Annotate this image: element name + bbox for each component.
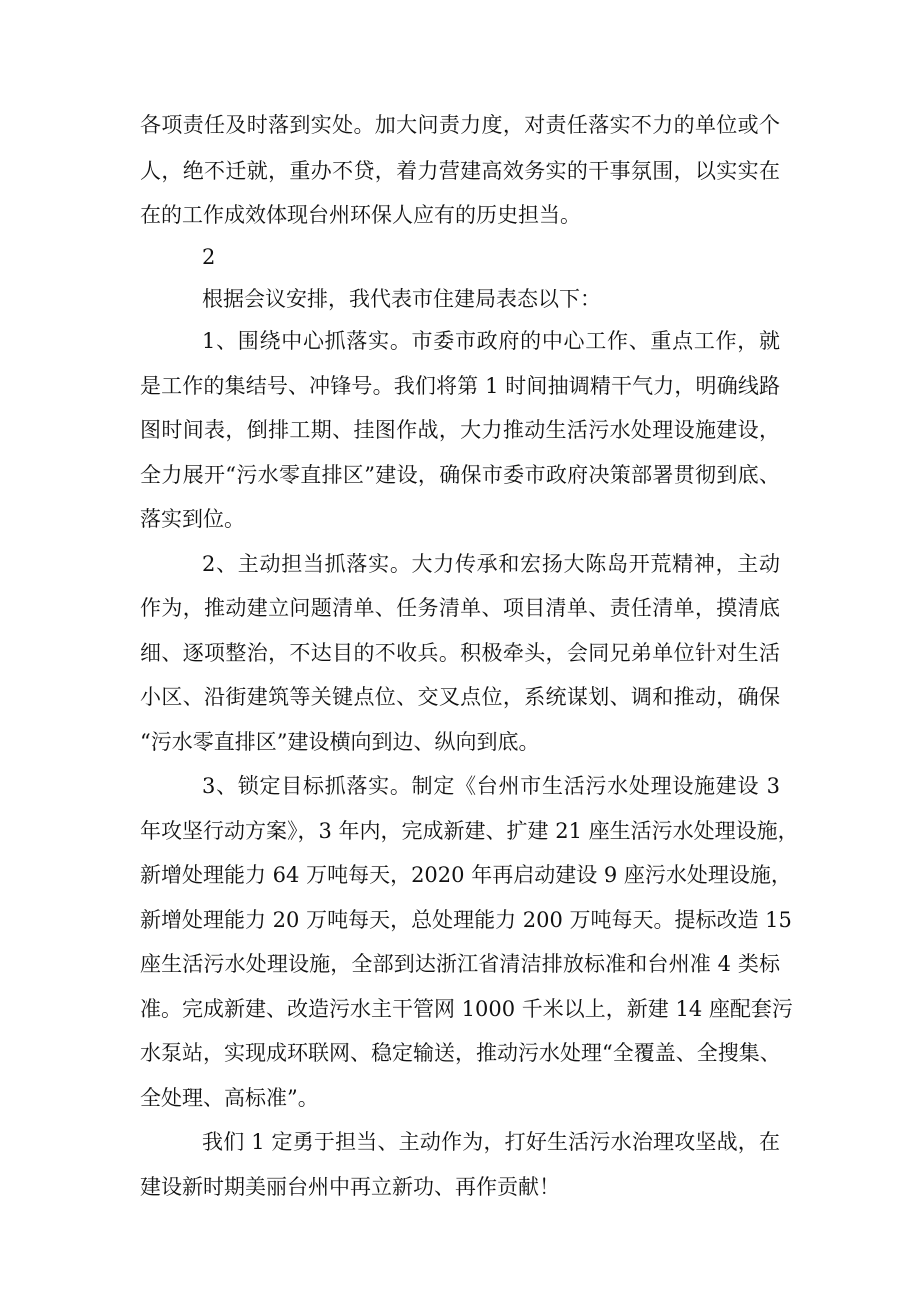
paragraph-line: 小区、沿街建筑等关键点位、交叉点位，系统谋划、调和推动，确保 xyxy=(140,685,780,709)
paragraph-line: 座生活污水处理设施，全部到达浙江省清洁排放标准和台州准 4 类标 xyxy=(140,952,780,976)
paragraph-line: 细、逐项整治，不达目的不收兵。积极牵头，会同兄弟单位针对生活 xyxy=(140,641,780,665)
section-number: 2 xyxy=(202,245,216,269)
paragraph-line: 1、围绕中心抓落实。市委市政府的中心工作、重点工作，就 xyxy=(202,329,780,353)
paragraph-line: 我们 1 定勇于担当、主动作为，打好生活污水治理攻坚战，在 xyxy=(202,1130,780,1154)
paragraph-line: 全处理、高标准”。 xyxy=(140,1086,319,1110)
paragraph-line: 2、主动担当抓落实。大力传承和宏扬大陈岛开荒精神，主动 xyxy=(202,552,780,576)
paragraph-line: 各项责任及时落到实处。加大问责力度，对责任落实不力的单位或个 xyxy=(140,113,780,137)
paragraph-line: 人，绝不迁就，重办不贷，着力营建高效务实的干事氛围，以实实在 xyxy=(140,159,780,183)
paragraph-line: 是工作的集结号、冲锋号。我们将第 1 时间抽调精干气力，明确线路 xyxy=(140,374,780,398)
paragraph-line: 在的工作成效体现台州环保人应有的历史担当。 xyxy=(140,203,581,227)
paragraph-line: 3、锁定目标抓落实。制定《台州市生活污水处理设施建设 3 xyxy=(202,774,780,798)
paragraph-line: 作为，推动建立问题清单、任务清单、项目清单、责任清单，摸清底 xyxy=(140,596,780,620)
paragraph-line: 年攻坚行动方案》，3 年内，完成新建、扩建 21 座生活污水处理设施， xyxy=(140,819,799,843)
paragraph-line: 落实到位。 xyxy=(140,507,245,531)
paragraph-line: “污水零直排区”建设横向到边、纵向到底。 xyxy=(140,730,540,754)
paragraph-line: 新增处理能力 64 万吨每天，2020 年再启动建设 9 座污水处理设施， xyxy=(140,863,792,887)
paragraph-line: 图时间表，倒排工期、挂图作战，大力推动生活污水处理设施建设， xyxy=(140,418,780,442)
paragraph-line: 准。完成新建、改造污水主干管网 1000 千米以上，新建 14 座配套污 xyxy=(140,997,793,1021)
paragraph-line: 新增处理能力 20 万吨每天，总处理能力 200 万吨每天。提标改造 15 xyxy=(140,908,792,932)
paragraph-line: 水泵站，实现成环联网、稳定输送，推动污水处理“全覆盖、全搜集、 xyxy=(140,1041,781,1065)
paragraph-line: 全力展开“污水零直排区”建设，确保市委市政府决策部署贯彻到底、 xyxy=(140,463,780,487)
intro-line: 根据会议安排，我代表市住建局表态以下： xyxy=(202,287,601,311)
paragraph-line: 建设新时期美丽台州中再立新功、再作贡献！ xyxy=(140,1175,560,1199)
